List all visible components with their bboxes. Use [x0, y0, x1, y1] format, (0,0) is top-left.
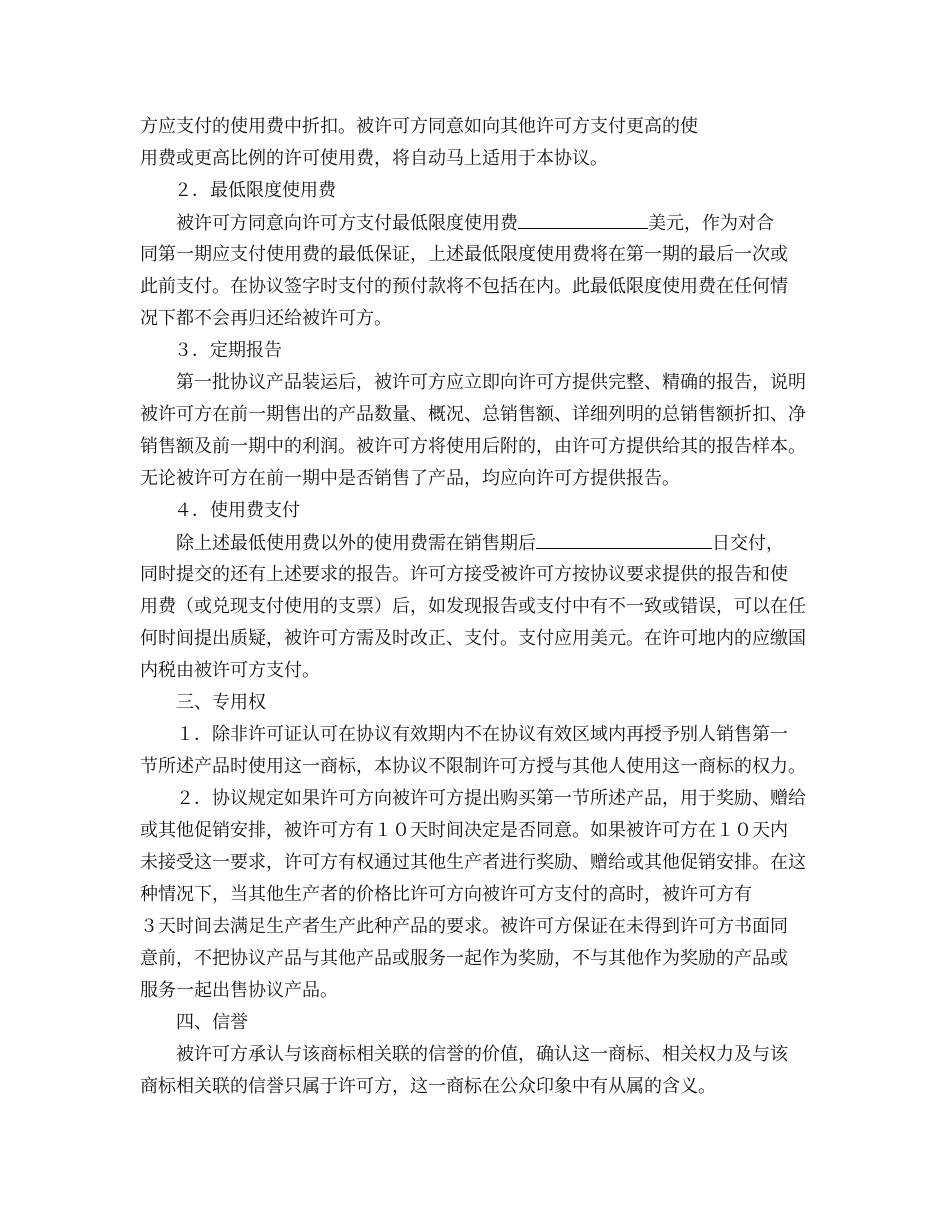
paragraph-line: 内税由被许可方支付。	[140, 660, 320, 681]
paragraph-line: 节所述产品时使用这一商标，本协议不限制许可方授与其他人使用这一商标的权力。	[140, 756, 806, 777]
paragraph-line: 被许可方承认与该商标相关联的信誉的价值，确认这一商标、相关权力及与该	[176, 1044, 788, 1065]
paragraph-line: 同第一期应支付使用费的最低保证，上述最低限度使用费将在第一期的最后一次或	[140, 244, 788, 265]
paragraph-line	[176, 212, 774, 235]
fill-in-blank	[536, 532, 712, 549]
paragraph-line: １．除非许可证认可在协议有效期内不在协议有效区域内再授予别人销售第一	[176, 724, 788, 745]
paragraph-line: 种情况下，当其他生产者的价格比许可方向被许可方支付的高时，被许可方有	[140, 884, 752, 905]
paragraph-line: 用费或更高比例的许可使用费，将自动马上适用于本协议。	[140, 148, 608, 169]
section-heading: 三、专用权	[176, 692, 266, 713]
paragraph-line: 同时提交的还有上述要求的报告。许可方接受被许可方按协议要求提供的报告和使	[140, 564, 788, 585]
line-text: 除上述最低使用费以外的使用费需在销售期后	[176, 533, 536, 554]
fill-in-blank	[518, 212, 648, 229]
paragraph-line: 商标相关联的信誉只属于许可方，这一商标在公众印象中有从属的含义。	[140, 1076, 716, 1097]
paragraph-line: 或其他促销安排，被许可方有１０天时间决定是否同意。如果被许可方在１０天内	[140, 820, 788, 841]
paragraph-line: 无论被许可方在前一期中是否销售了产品，均应向许可方提供报告。	[140, 468, 680, 489]
paragraph-line: ３天时间去满足生产者生产此种产品的要求。被许可方保证在未得到许可方书面同	[140, 916, 788, 937]
section-heading: ３．定期报告	[174, 340, 282, 361]
section-heading: 四、信誉	[176, 1012, 248, 1033]
paragraph-line: 何时间提出质疑，被许可方需及时改正、支付。支付应用美元。在许可地内的应缴国	[140, 628, 806, 649]
paragraph-line: 被许可方在前一期售出的产品数量、概况、总销售额、详细列明的总销售额折扣、净	[140, 404, 806, 425]
paragraph-line	[176, 532, 784, 555]
paragraph-line: 服务一起出售协议产品。	[140, 980, 338, 1001]
paragraph-line: 方应支付的使用费中折扣。被许可方同意如向其他许可方支付更高的使	[140, 116, 698, 137]
paragraph-line: 第一批协议产品装运后，被许可方应立即向许可方提供完整、精确的报告，说明	[176, 372, 806, 393]
paragraph-line: 销售额及前一期中的利润。被许可方将使用后附的，由许可方提供给其的报告样本。	[140, 436, 806, 457]
line-text: 美元，作为对合	[648, 213, 774, 234]
paragraph-line: 用费（或兑现支付使用的支票）后，如发现报告或支付中有不一致或错误，可以在任	[140, 596, 806, 617]
paragraph-line: 况下都不会再归还给被许可方。	[140, 308, 392, 329]
paragraph-line: 意前，不把协议产品与其他产品或服务一起作为奖励，不与其他作为奖励的产品或	[140, 948, 788, 969]
section-heading: ４．使用费支付	[174, 500, 300, 521]
paragraph-line: 未接受这一要求，许可方有权通过其他生产者进行奖励、赠给或其他促销安排。在这	[140, 852, 806, 873]
paragraph-line: ２．协议规定如果许可方向被许可方提出购买第一节所述产品，用于奖励、赠给	[176, 788, 806, 809]
section-heading: ２．最低限度使用费	[174, 180, 336, 201]
paragraph-line: 此前支付。在协议签字时支付的预付款将不包括在内。此最低限度使用费在任何情	[140, 276, 788, 297]
line-text: 被许可方同意向许可方支付最低限度使用费	[176, 213, 518, 234]
line-text: 日交付，	[712, 533, 784, 554]
